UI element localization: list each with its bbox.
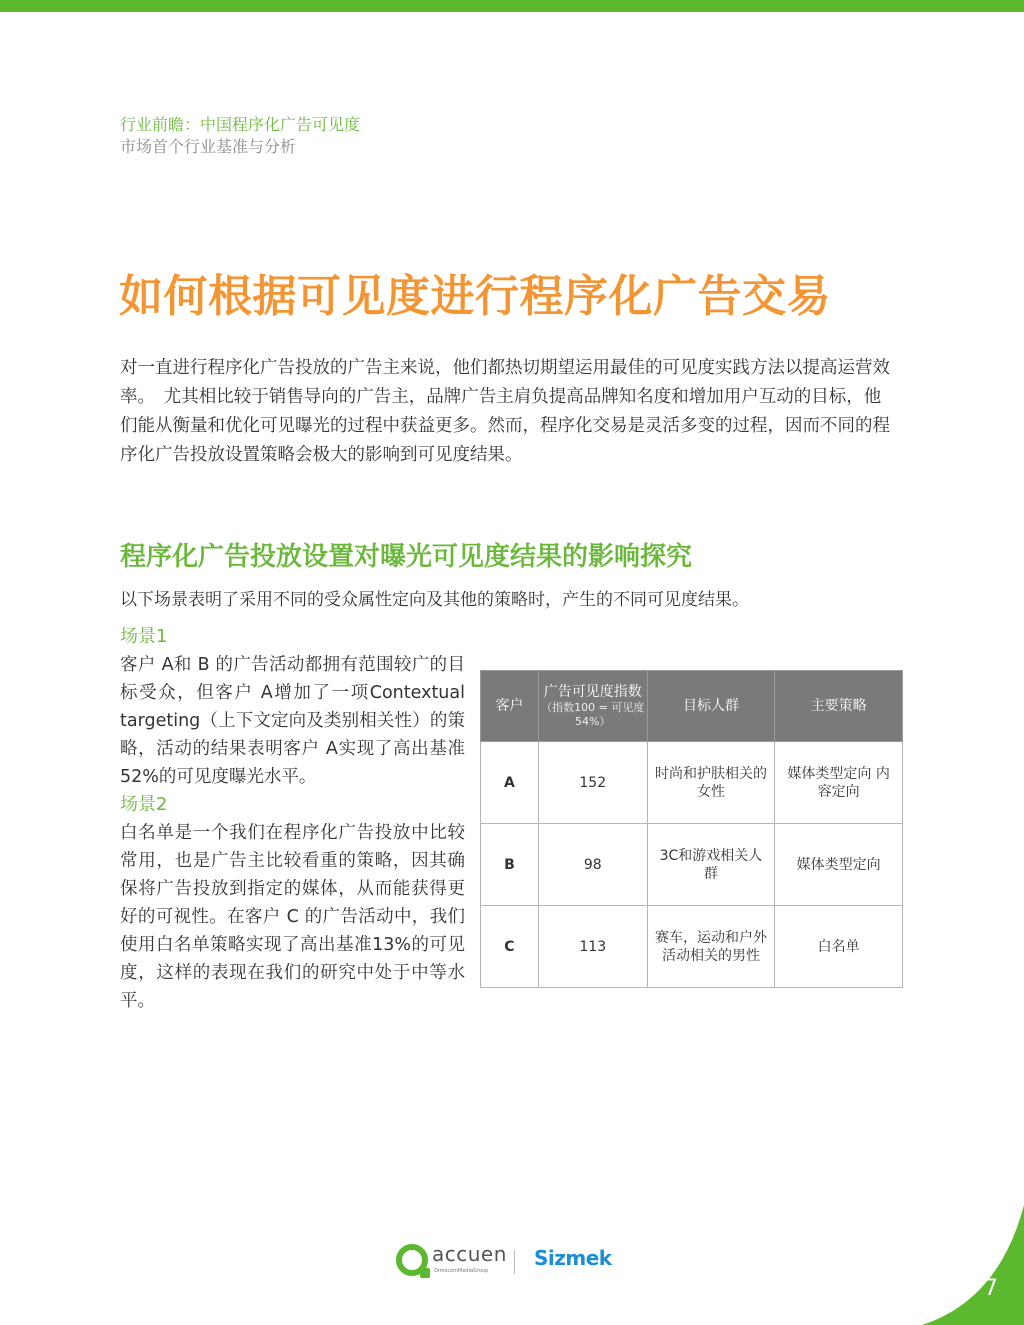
visibility-results-table bbox=[480, 670, 903, 988]
section-intro: 以下场景表明了采用不同的受众属性定向及其他的策略时，产生的不同可见度结果。 bbox=[120, 590, 749, 610]
header-audience: 目标人群 bbox=[647, 671, 775, 742]
scenarios-column bbox=[120, 623, 465, 1015]
cell-audience: 3C和游戏相关人群 bbox=[647, 824, 775, 906]
header-strategy: 主要策略 bbox=[775, 671, 903, 742]
section-title: 程序化广告投放设置对曝光可见度结果的影响探究 bbox=[120, 542, 693, 572]
header-subtitle: 市场首个行业基准与分析 bbox=[120, 137, 297, 156]
cell-audience: 赛车，运动和户外活动相关的男性 bbox=[647, 906, 775, 988]
table-row bbox=[481, 906, 903, 988]
cell-audience: 时尚和护肤相关的女性 bbox=[647, 742, 775, 824]
page-title: 如何根据可见度进行程序化广告交易 bbox=[119, 271, 831, 322]
cell-client: B bbox=[481, 824, 539, 906]
scenario-2-title: 场景2 bbox=[120, 794, 168, 815]
logo-divider bbox=[514, 1250, 515, 1274]
accuen-logo-text: accuen bbox=[432, 1242, 507, 1266]
cell-strategy: 白名单 bbox=[775, 906, 903, 988]
cell-index: 98 bbox=[538, 824, 647, 906]
sizmek-logo: Sizmek bbox=[534, 1246, 612, 1270]
header-client: 客户 bbox=[481, 671, 539, 742]
header-index-note: （指数100 = 可见度54%） bbox=[541, 701, 645, 728]
scenario-1-text: 客户 A和 B 的广告活动都拥有范围较广的目标受众，但客户 A增加了一项Contextual targeting（上下文定向及类别相关性）的策略，活动的结果表明客户 A实现了高出基准 52%的可见度曝光水平。 bbox=[120, 655, 465, 787]
accuen-logo-icon bbox=[396, 1244, 428, 1276]
cell-index: 113 bbox=[538, 906, 647, 988]
scenario-1-title: 场景1 bbox=[120, 626, 168, 647]
header-index-label: 广告可见度指数 bbox=[543, 684, 642, 700]
cell-strategy: 媒体类型定向 bbox=[775, 824, 903, 906]
corner-decoration bbox=[904, 1205, 1024, 1325]
cell-client: A bbox=[481, 742, 539, 824]
table-header-row bbox=[481, 671, 903, 742]
cell-strategy: 媒体类型定向 内容定向 bbox=[775, 742, 903, 824]
cell-index: 152 bbox=[538, 742, 647, 824]
header-index bbox=[538, 671, 647, 742]
intro-paragraph: 对一直进行程序化广告投放的广告主来说，他们都热切期望运用最佳的可见度实践方法以提高运营效率。 尤其相比较于销售导向的广告主，品牌广告主肩负提高品牌知名度和增加用户互动的目标，他们能从衡量和优化可见曝光的过程中获益更多。然而，程序化交易是灵活多变的过程，因而不同的程序化广告投放设置策略会极大的影响到可见度结果。 bbox=[120, 358, 890, 465]
footer-logos bbox=[396, 1240, 616, 1286]
header-title: 行业前瞻：中国程序化广告可见度 bbox=[120, 115, 361, 134]
cell-client: C bbox=[481, 906, 539, 988]
table-row bbox=[481, 742, 903, 824]
page-number: 7 bbox=[984, 1276, 998, 1301]
table-row bbox=[481, 824, 903, 906]
accuen-logo-subtext: OmnicomMediaGroup bbox=[434, 1268, 489, 1274]
top-green-bar bbox=[0, 0, 1024, 12]
document-header bbox=[120, 114, 360, 158]
scenario-2-text: 白名单是一个我们在程序化广告投放中比较常用，也是广告主比较看重的策略，因其确保将广告投放到指定的媒体，从而能获得更好的可视性。在客户 C 的广告活动中，我们使用白名单策略实现了高出基准13%的可见度，这样的表现在我们的研究中处于中等水平。 bbox=[120, 823, 465, 1011]
